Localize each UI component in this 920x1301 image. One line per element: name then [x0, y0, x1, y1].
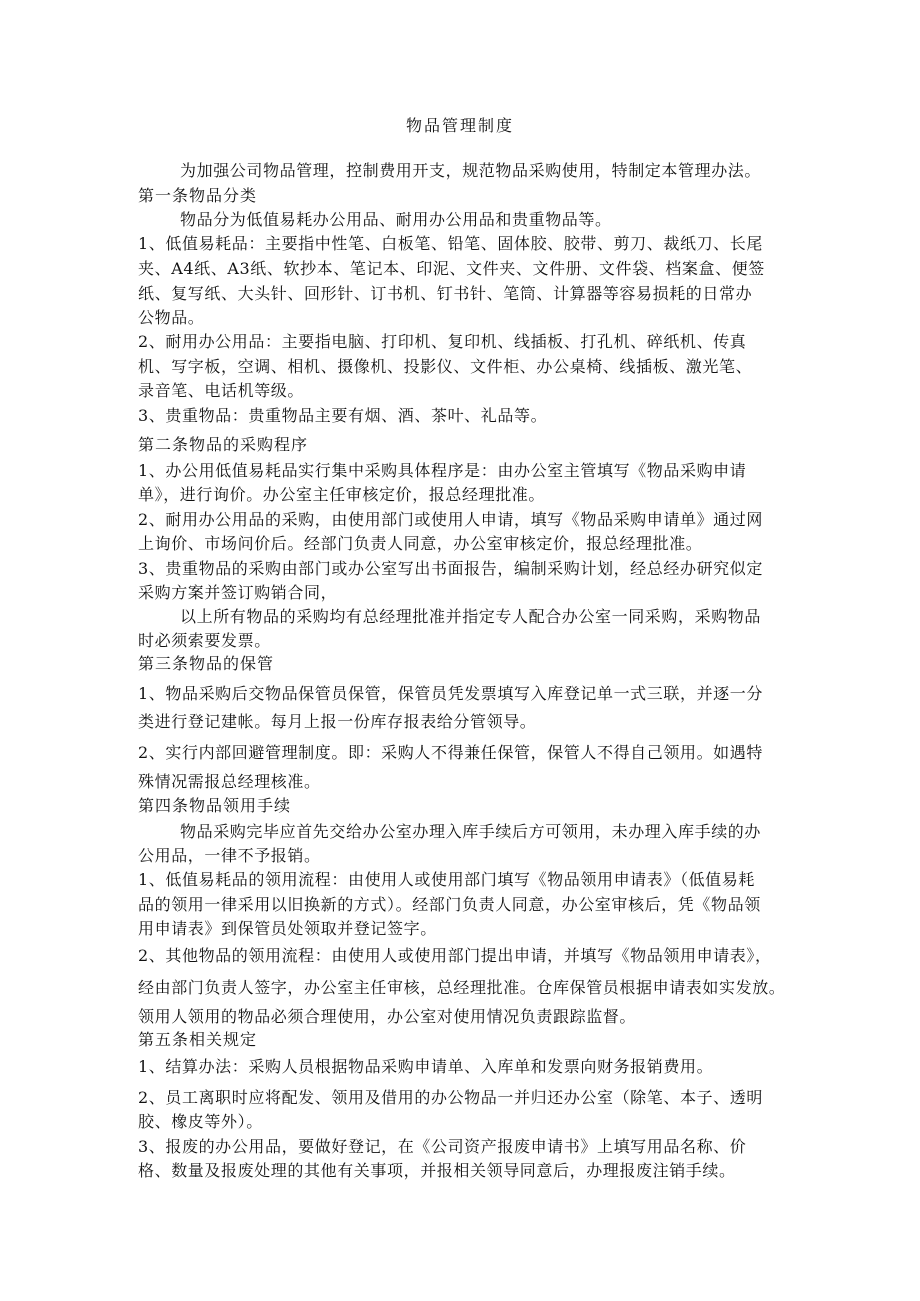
text-line: 1、低值易耗品：主要指中性笔、白板笔、铅笔、固体胶、胶带、剪刀、裁纸刀、长尾 [138, 234, 763, 253]
section-heading-1: 第一条物品分类 [138, 186, 258, 205]
text-line: 纸、复写纸、大头针、回形针、订书机、钉书针、笔筒、计算器等容易损耗的日常办 [138, 284, 753, 303]
text-line: 2、耐用办公用品：主要指电脑、打印机、复印机、线插板、打孔机、碎纸机、传真 [138, 332, 747, 351]
text-line: 采购方案并签订购销合同， [138, 583, 338, 602]
text-line: 物品采购完毕应首先交给办公室办理入库手续后方可领用，未办理入库手续的办 [180, 822, 762, 841]
text-line: 上询价、市场问价后。经部门负责人同意，办公室审核定价，报总经理批准。 [138, 534, 703, 553]
text-line: 2、实行内部回避管理制度。即：采购人不得兼任保管，保管人不得自己领用。如遇特 [138, 743, 763, 762]
text-line: 3、贵重物品：贵重物品主要有烟、酒、茶叶、礼品等。 [138, 406, 548, 425]
text-line: 3、报废的办公用品，要做好登记，在《公司资产报废申请书》上填写用品名称、价 [138, 1137, 747, 1156]
text-line: 领用人领用的物品必须合理使用，办公室对使用情况负责跟踪监督。 [138, 1007, 637, 1026]
text-line: 时必须索要发票。 [138, 631, 271, 650]
document-title: 物品管理制度 [405, 116, 514, 135]
text-line: 胶、橡皮等外）。 [138, 1112, 263, 1131]
text-line: 品的领用一律采用以旧换新的方式）。经部门负责人同意，办公室审核后，凭《物品领 [138, 895, 761, 914]
section-heading-3: 第三条物品的保管 [138, 654, 275, 673]
text-line: 1、办公用低值易耗品实行集中采购具体程序是：由办公室主管填写《物品采购申请 [138, 461, 747, 480]
text-line: 经由部门负责人签字，办公室主任审核，总经理批准。仓库保管员根据申请表如实发放。 [138, 978, 786, 997]
text-line: 以上所有物品的采购均有总经理批准并指定专人配合办公室一同采购，采购物品 [180, 607, 762, 626]
text-line: 单》，进行询价。办公室主任审核定价，报总经理批准。 [138, 485, 546, 504]
text-line: 用申请表》到保管员处领取并登记签字。 [138, 919, 437, 938]
text-line: 2、耐用办公用品的采购，由使用部门或使用人申请，填写《物品采购申请单》通过网 [138, 510, 763, 529]
text-line: 机、写字板，空调、相机、摄像机、投影仪、文件柜、办公桌椅、线插板、激光笔、 [138, 357, 753, 376]
text-line: 1、物品采购后交物品保管员保管，保管员凭发票填写入库登记单一式三联，并逐一分 [138, 684, 763, 703]
text-line: 殊情况需报总经理核准。 [138, 772, 321, 791]
section-heading-5: 第五条相关规定 [138, 1030, 258, 1049]
intro-paragraph: 为加强公司物品管理，控制费用开支，规范物品采购使用，特制定本管理办法。 [180, 161, 762, 180]
text-line: 公物品。 [138, 308, 205, 327]
section-heading-4: 第四条物品领用手续 [138, 796, 292, 815]
text-line: 公用品，一律不予报销。 [138, 846, 321, 865]
text-line: 类进行登记建帐。每月上报一份库存报表给分管领导。 [138, 712, 537, 731]
text-line: 夹、A4纸、A3纸、软抄本、笔记本、印泥、文件夹、文件册、文件袋、档案盒、便签 [138, 259, 765, 278]
text-line: 3、贵重物品的采购由部门或办公室写出书面报告，编制采购计划，经总经办研究似定 [138, 559, 763, 578]
text-line: 录音笔、电话机等级。 [138, 381, 305, 400]
section-heading-2: 第二条物品的采购程序 [138, 435, 309, 454]
text-line: 格、数量及报废处理的其他有关事项，并报相关领导同意后，办理报废注销手续。 [138, 1161, 736, 1180]
text-line: 1、低值易耗品的领用流程：由使用人或使用部门填写《物品领用申请表》（低值易耗 [138, 870, 755, 889]
text-line: 2、其他物品的领用流程：由使用人或使用部门提出申请，并填写《物品领用申请表》， [138, 946, 772, 965]
text-line: 物品分为低值易耗办公用品、耐用办公用品和贵重物品等。 [180, 210, 612, 229]
text-line: 1、结算办法：采购人员根据物品采购申请单、入库单和发票向财务报销费用。 [138, 1057, 714, 1076]
text-line: 2、员工离职时应将配发、领用及借用的办公物品一并归还办公室（除笔、本子、透明 [138, 1088, 763, 1107]
